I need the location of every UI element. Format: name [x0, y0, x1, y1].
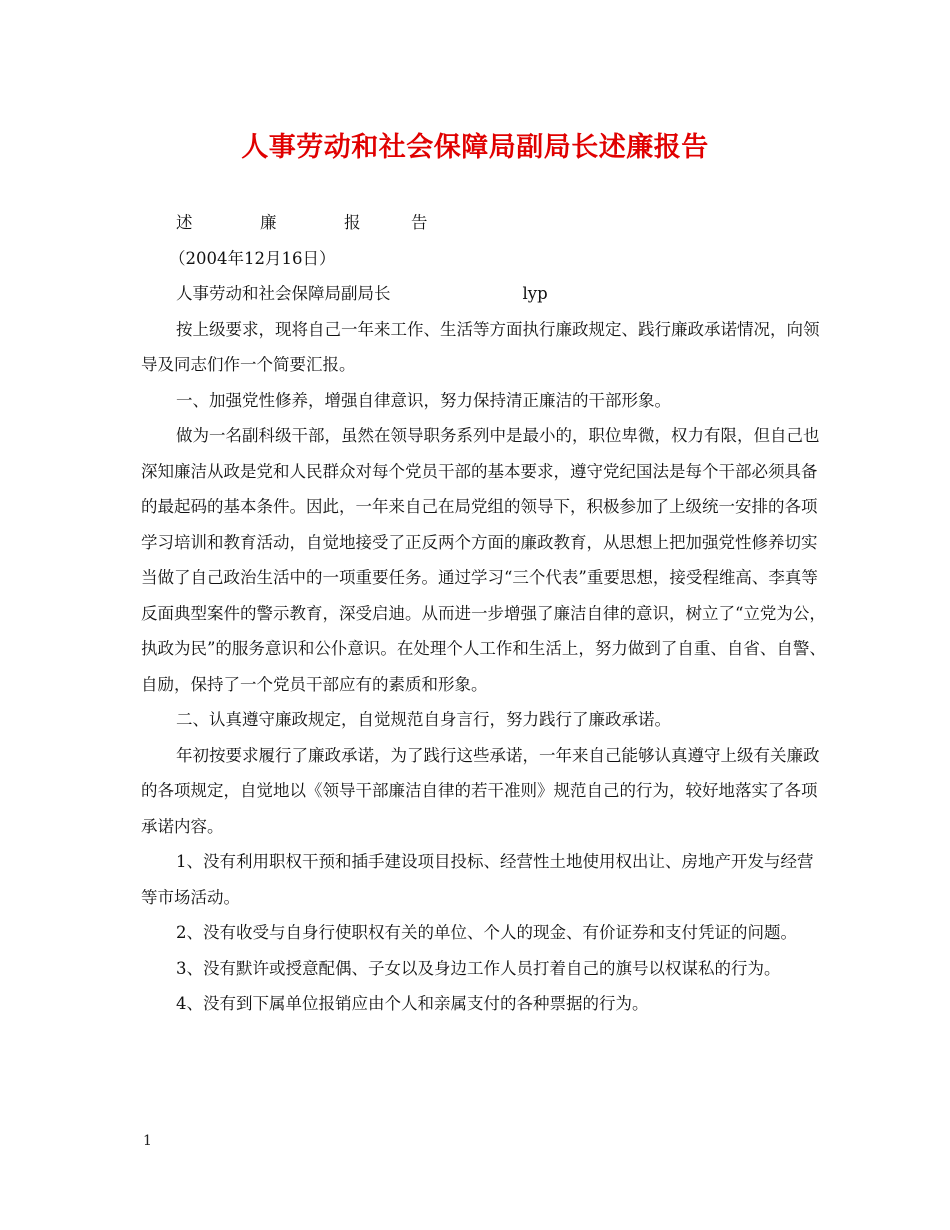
document-body: [141, 205, 829, 1022]
section-heading-2: 二、认真遵守廉政规定，自觉规范自身言行，努力践行了廉政承诺。: [176, 710, 671, 729]
document-title: 人事劳动和社会保障局副局长述廉报告: [241, 132, 709, 163]
paragraph-intro: 按上级要求，现将自己一年来工作、生活等方面执行廉政规定、践行廉政承诺情况，向领导及同志们作一个简要汇报。: [141, 319, 820, 374]
list-item: 3、没有默许或授意配偶、子女以及身边工作人员打着自己的旗号以权谋私的行为。: [176, 958, 781, 978]
report-date: （2004年12月16日）: [169, 248, 336, 268]
list-item: 1、没有利用职权干预和插手建设项目投标、经营性土地使用权出让、房地产开发与经营等市场活动。: [141, 852, 814, 907]
author-title: 人事劳动和社会保障局副局长: [176, 284, 391, 303]
author-name: lyp: [522, 284, 548, 303]
paragraph: 做为一名副科级干部，虽然在领导职务系列中是最小的，职位卑微，权力有限，但自己也深知廉洁从政是党和人民群众对每个党员干部的基本要求，遵守党纪国法是每个干部必须具备的最起码的基本条件。因此，一年来自己在局党组的领导下，积极参加了上级统一安排的各项学习培训和教育活动，自觉地接受了正反两个方面的廉政教育，从思想上把加强党性修养切实当做了自己政治生活中的一项重要任务。通过学习“三个代表”重要思想，接受程维高、李真等反面典型案件的警示教育，深受启迪。从而进一步增强了廉洁自律的意识，树立了“立党为公，执政为民”的服务意识和公仆意识。在处理个人工作和生活上，努力做到了自重、自省、自警、自励，保持了一个党员干部应有的素质和形象。: [141, 426, 826, 694]
section-heading-1: 一、加强党性修养，增强自律意识，努力保持清正廉洁的干部形象。: [176, 390, 671, 410]
list-item: 4、没有到下属单位报销应由个人和亲属支付的各种票据的行为。: [176, 994, 649, 1013]
heading-char: 报: [344, 213, 361, 232]
author-line: [141, 276, 829, 312]
heading-char: 廉: [260, 213, 277, 232]
list-item: 2、没有收受与自身行使职权有关的单位、个人的现金、有价证券和支付凭证的问题。: [176, 923, 797, 942]
report-heading: [141, 205, 829, 241]
page-number: 1: [143, 1133, 152, 1149]
heading-char: 述: [176, 213, 193, 232]
paragraph: 年初按要求履行了廉政承诺，为了践行这些承诺，一年来自己能够认真遵守上级有关廉政的各项规定，自觉地以《领导干部廉洁自律的若干准则》规范自己的行为，较好地落实了各项承诺内容。: [141, 745, 820, 836]
heading-char: 告: [411, 213, 428, 232]
